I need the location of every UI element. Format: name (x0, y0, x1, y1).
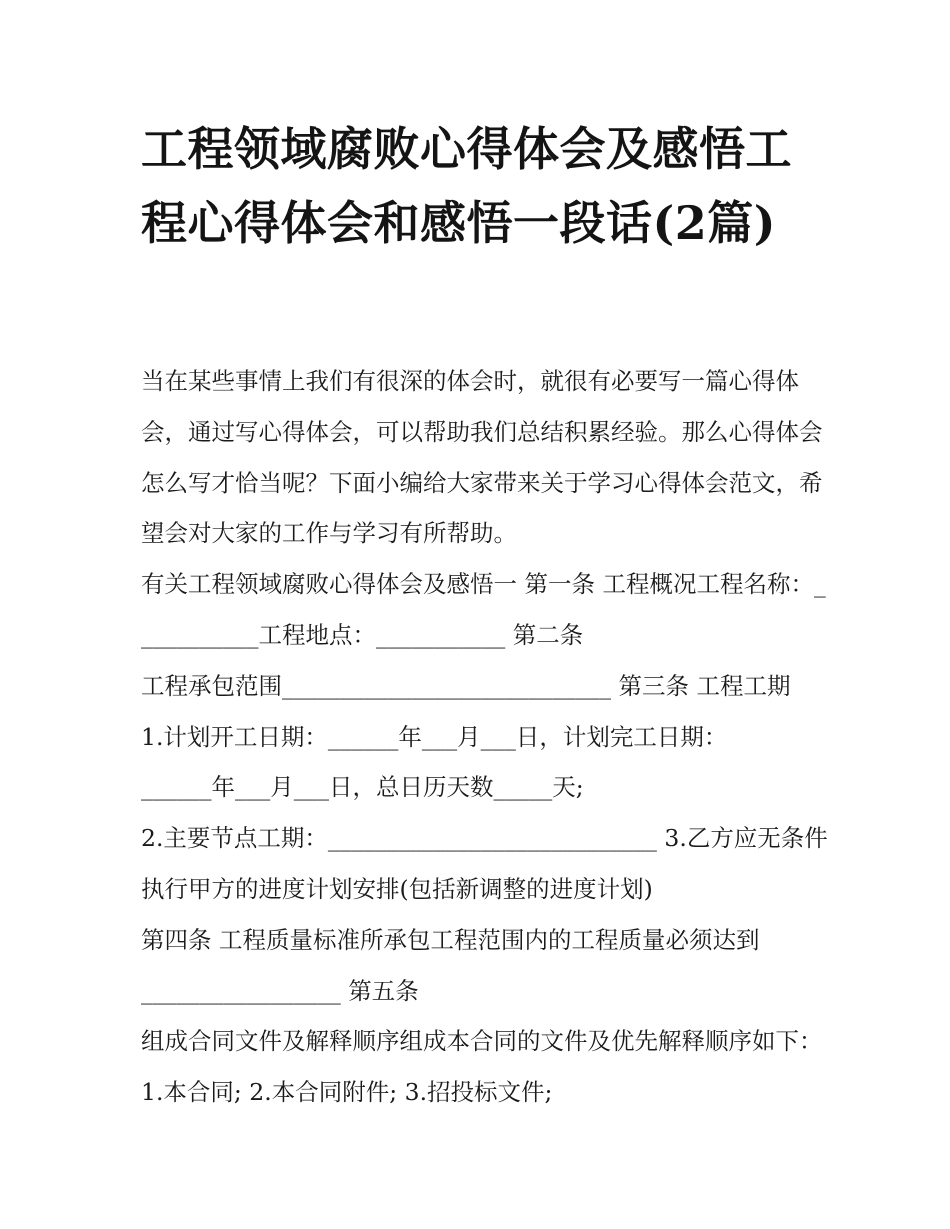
contract-milestones-line: 2.主要节点工期：____________________________ 3.乙方应无条件执行甲方的进度计划安排(包括新调整的进度计划) (141, 824, 828, 903)
intro-paragraph: 当在某些事情上我们有很深的体会时，就很有必要写一篇心得体会，通过写心得体会，可以帮助我们总结积累经验。那么心得体会怎么写才恰当呢？下面小编给大家带来关于学习心得体会范文，希望会对大家的工作与学习有所帮助。 (141, 367, 823, 548)
contract-start-date-line: 1.计划开工日期：______年___月___日，计划完工日期： (141, 722, 728, 751)
contract-scope-line: 工程承包范围____________________________ 第三条 工程工期 (141, 671, 791, 700)
contract-documents-order: 组成合同文件及解释顺序组成本合同的文件及优先解释顺序如下： 1.本合同; 2.本合同附件; 3.招投标文件; (141, 1027, 823, 1107)
document-body (141, 356, 831, 1118)
contract-article-5-heading: _________________ 第五条 (141, 976, 419, 1005)
contract-article-4: 第四条 工程质量标准所承包工程范围内的工程质量必须达到 (141, 925, 760, 954)
contract-end-date-line: ______年___月___日，总日历天数_____天; (141, 773, 584, 802)
contract-article-1-2: 有关工程领域腐败心得体会及感悟一 第一条 工程概况工程名称：___________工程地点：___________ 第二条 (141, 570, 826, 649)
document-title: 工程领域腐败心得体会及感悟工程心得体会和感悟一段话(2篇) (141, 122, 792, 250)
